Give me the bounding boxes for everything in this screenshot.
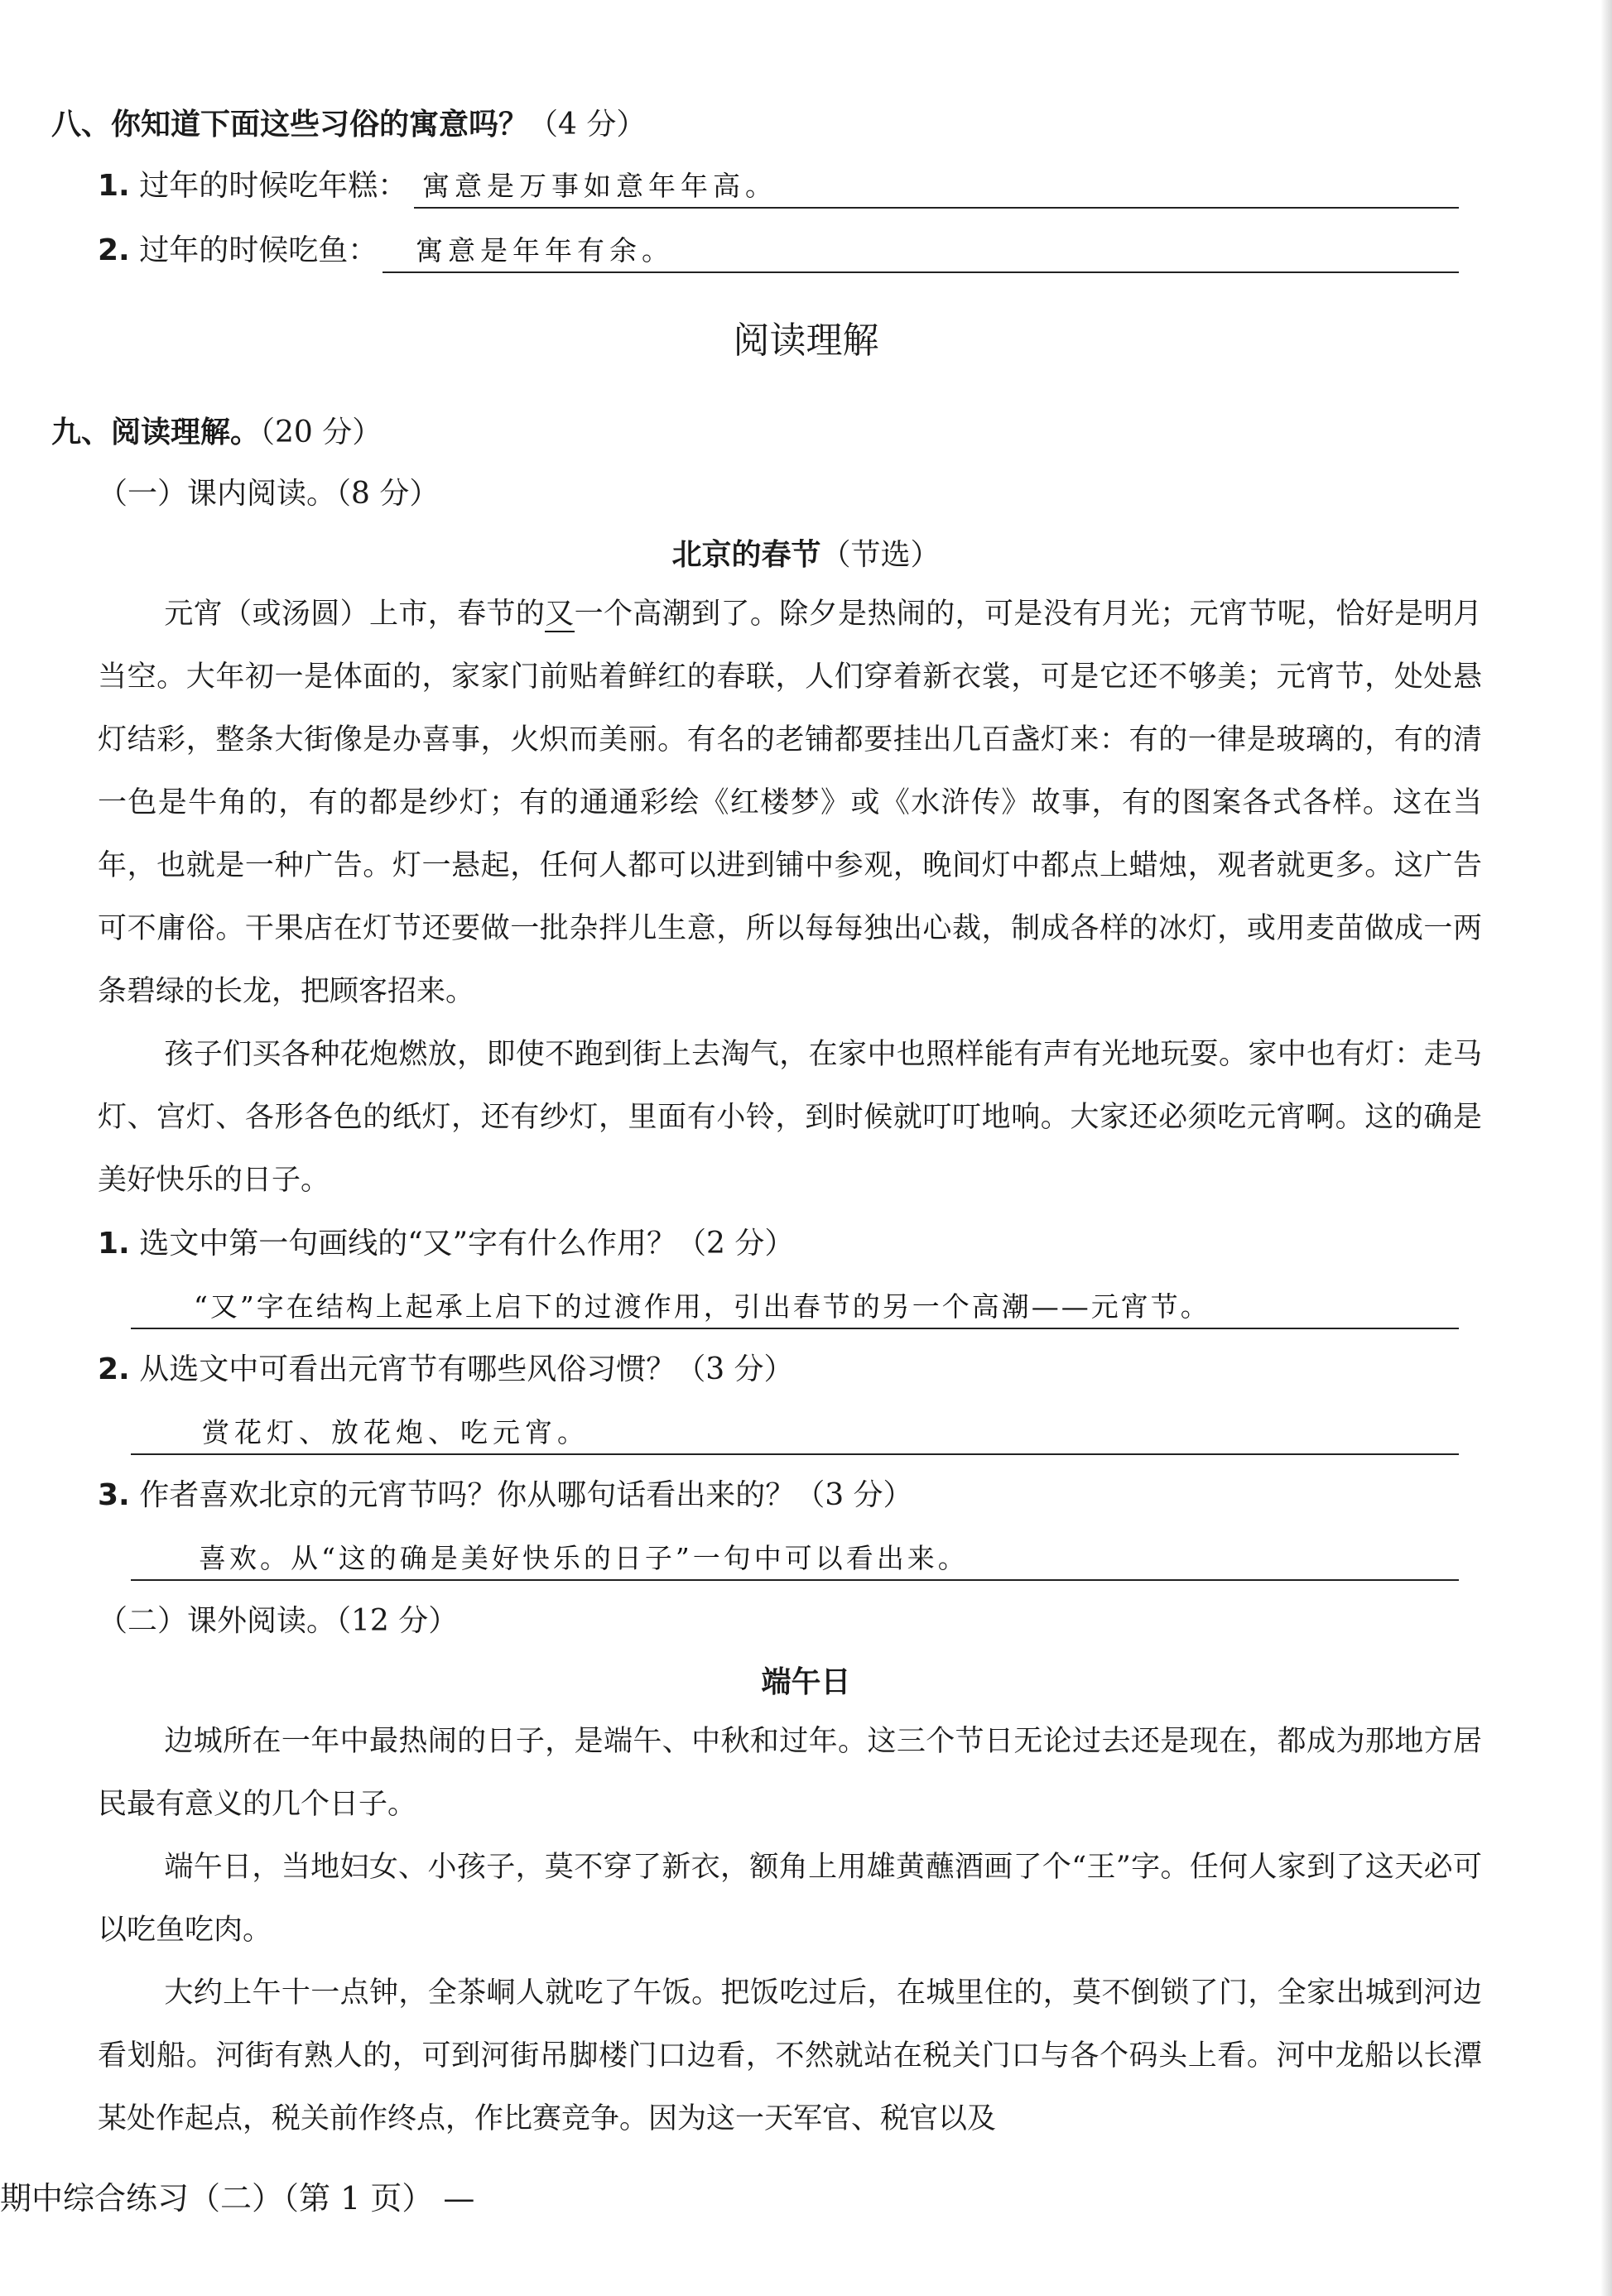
handwritten-answer: 寓意是年年有余。 (416, 234, 674, 267)
s8-answer-line-1 (414, 162, 1459, 209)
handwritten-answer: 喜欢。从“这的确是美好快乐的日子”一句中可以看出来。 (199, 1542, 969, 1574)
s9-answer-line-2 (131, 1409, 1459, 1455)
question-text: 选文中第一句画线的“又”字有什么作用？（2 分） (139, 1227, 795, 1261)
paragraph-text: 大约上午十一点钟，全茶峒人就吃了午饭。把饭吃过后，在城里住的，莫不倒锁了门，全家出城到河边看划船。河街有熟人的，可到河街吊脚楼门口边看，不然就站在税关门口与各个码头上看。河中龙船以长潭某处作起点，税关前作终点，作比赛竞争。因为这一天军官、税官以及 (98, 1977, 1482, 2135)
subsection-2-heading: （二）课外阅读。（12 分） (98, 1604, 459, 1638)
section-8-heading (51, 104, 646, 146)
handwritten-answer: 寓意是万事如意年年高。 (422, 170, 777, 202)
part-title: 阅读理解 (733, 319, 879, 362)
page-footer: 期中综合练习（二）（第 1 页） — (0, 2180, 475, 2217)
s9-question-2 (98, 1349, 794, 1391)
section-8-score: （4 分） (528, 108, 647, 142)
section-9-score: （20 分） (260, 415, 383, 449)
section-8-title: 八、你知道下面这些习俗的寓意吗？ (51, 108, 529, 142)
question-text: 作者喜欢北京的元宵节吗？你从哪句话看出来的？（3 分） (139, 1478, 913, 1512)
article-title-note: （节选） (820, 538, 941, 572)
question-number: 1. (98, 1227, 130, 1261)
s9-question-1 (98, 1223, 794, 1265)
paragraph-text: 孩子们买各种花炮燃放，即使不跑到街上去淘气，在家中也照样能有声有光地玩耍。家中也有灯：走马灯、宫灯、各形各色的纸灯，还有纱灯，里面有小铃，到时候就叮叮地响。大家还必须吃元宵啊。这的确是美好快乐的日子。 (98, 1038, 1482, 1197)
article-1-paragraph-2 (98, 1023, 1482, 1212)
s8-question-1 (98, 166, 407, 207)
s8-answer-line-2 (383, 227, 1459, 273)
section-9-title: 九、阅读理解。 (51, 415, 261, 449)
subsection-1-heading: （一）课内阅读。（8 分） (98, 477, 440, 511)
article-title-text: 北京的春节 (671, 538, 821, 572)
question-number: 2. (98, 233, 130, 267)
paragraph-text: 端午日，当地妇女、小孩子，莫不穿了新衣，额角上用雄黄蘸酒画了个“王”字。任何人家到了这天必可以吃鱼吃肉。 (98, 1851, 1482, 1947)
article-1-title (0, 535, 1612, 576)
underlined-char: 又 (545, 598, 575, 631)
question-number: 3. (98, 1478, 130, 1512)
article-2-title: 端午日 (761, 1665, 851, 1699)
question-number: 2. (98, 1352, 130, 1386)
s8-question-2 (98, 230, 378, 271)
s9-answer-line-1 (131, 1283, 1459, 1329)
question-text: 过年的时候吃鱼： (139, 233, 378, 267)
article-2-paragraph-1 (98, 1710, 1482, 1836)
handwritten-answer: “又”字在结构上起承上启下的过渡作用，引出春节的另一个高潮——元宵节。 (194, 1290, 1210, 1323)
paragraph-text: 元宵（或汤圆）上市，春节的 (164, 598, 546, 631)
s9-answer-line-3 (131, 1535, 1459, 1581)
handwritten-answer: 赏花灯、放花炮、吃元宵。 (202, 1416, 589, 1448)
s9-question-3 (98, 1475, 913, 1516)
article-2-paragraph-2 (98, 1836, 1482, 1962)
question-text: 从选文中可看出元宵节有哪些风俗习惯？（3 分） (139, 1352, 794, 1386)
article-1-paragraph-1 (98, 583, 1482, 1023)
section-9-heading (51, 412, 382, 454)
paragraph-text: 一个高潮到了。除夕是热闹的，可是没有月光；元宵节呢，恰好是明月当空。大年初一是体面的，家家门前贴着鲜红的春联，人们穿着新衣裳，可是它还不够美；元宵节，处处悬灯结彩，整条大街像是办喜事，火炽而美丽。有名的老铺都要挂出几百盏灯来：有的一律是玻璃的，有的清一色是牛角的，有的都是纱灯；有的通通彩绘《红楼梦》或《水浒传》故事，有的图案各式各样。这在当年，也就是一种广告。灯一悬起，任何人都可以进到铺中参观，晚间灯中都点上蜡烛，观者就更多。这广告可不庸俗。干果店在灯节还要做一批杂拌儿生意，所以每每独出心裁，制成各样的冰灯，或用麦苗做成一两条碧绿的长龙，把顾客招来。 (98, 598, 1482, 1008)
question-text: 过年的时候吃年糕： (139, 169, 408, 203)
article-2-paragraph-3 (98, 1962, 1482, 2150)
question-number: 1. (98, 169, 130, 203)
page-edge-shadow (1600, 0, 1612, 2296)
paragraph-text: 边城所在一年中最热闹的日子，是端午、中秋和过年。这三个节日无论过去还是现在，都成为那地方居民最有意义的几个日子。 (98, 1725, 1482, 1821)
